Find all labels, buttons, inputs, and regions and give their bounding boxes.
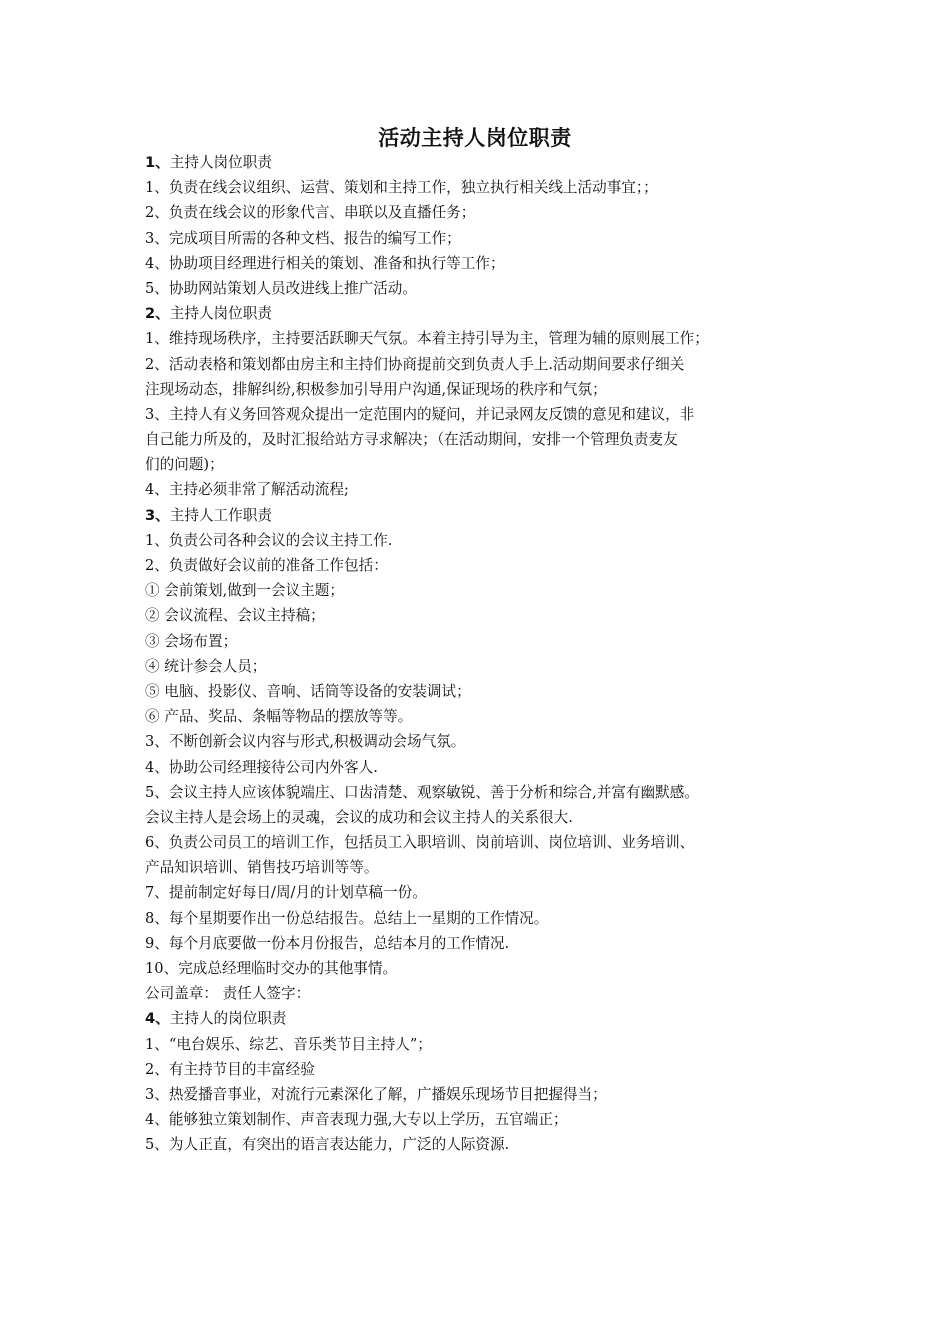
body-line: 4、能够独立策划制作、声音表现力强,大专以上学历，五官端正； bbox=[145, 1111, 568, 1129]
body-line: 5、会议主持人应该体貌端庄、口齿清楚、观察敏锐、善于分析和综合,并富有幽默感。 bbox=[145, 783, 699, 801]
body-line: 8、每个星期要作出一份总结报告。总结上一星期的工作情况。 bbox=[145, 909, 549, 927]
body-line: 2、负责做好会议前的准备工作包括： bbox=[145, 557, 388, 574]
body-line: ② 会议流程、会议主持稿； bbox=[145, 607, 325, 625]
body-line: ③ 会场布置； bbox=[145, 632, 238, 650]
section-number: 4、 bbox=[145, 1010, 170, 1028]
body-line: 1、维持现场秩序，主持要活跃聊天气氛。本着主持引导为主，管理为辅的原则展工作； bbox=[145, 330, 709, 348]
body-line: ④ 统计参会人员； bbox=[145, 657, 267, 675]
body-line: ⑥ 产品、奖品、条幅等物品的摆放等等。 bbox=[145, 708, 413, 726]
body-line: 4、协助公司经理接待公司内外客人. bbox=[145, 758, 378, 776]
body-line: 6、负责公司员工的培训工作，包括员工入职培训、岗前培训、岗位培训、业务培训、 bbox=[145, 834, 695, 852]
body-line: 3、主持人有义务回答观众提出一定范围内的疑问，并记录网友反馈的意见和建议，非 bbox=[145, 405, 695, 423]
body-line: 们的问题)； bbox=[145, 456, 224, 474]
body-line: 7、提前制定好每日/周/月的计划草稿一份。 bbox=[145, 884, 427, 902]
body-line: 1、“电台娱乐、综艺、音乐类节目主持人”； bbox=[145, 1035, 432, 1053]
section-number: 2、 bbox=[145, 305, 170, 323]
section-heading-text: 主持人岗位职责 bbox=[169, 154, 272, 171]
section-heading-text: 主持人的岗位职责 bbox=[169, 1010, 287, 1028]
body-line: 1、负责在线会议组织、运营、策划和主持工作，独立执行相关线上活动事宜；； bbox=[145, 179, 658, 197]
section-heading bbox=[145, 301, 825, 326]
body-line: 1、负责公司各种会议的会议主持工作. bbox=[145, 531, 393, 549]
section-heading-text: 主持人工作职责 bbox=[169, 506, 272, 524]
body-line: 3、热爱播音事业，对流行元素深化了解，广播娱乐现场节目把握得当； bbox=[145, 1085, 607, 1103]
body-line: 注现场动态，排解纠纷,积极参加引导用户沟通,保证现场的秩序和气氛； bbox=[145, 380, 607, 398]
body-line: 公司盖章： 责任人签字： bbox=[145, 985, 311, 1003]
body-line: ① 会前策划,做到一会议主题； bbox=[145, 582, 344, 600]
section-heading bbox=[145, 150, 825, 175]
section-heading bbox=[145, 1006, 825, 1031]
body-line: 4、主持必须非常了解活动流程; bbox=[145, 481, 349, 499]
document-body bbox=[145, 150, 825, 1158]
body-line: 产品知识培训、销售技巧培训等等。 bbox=[145, 859, 379, 877]
body-line: 2、有主持节目的丰富经验 bbox=[145, 1060, 315, 1078]
body-line: 10、完成总经理临时交办的其他事情。 bbox=[145, 960, 398, 977]
body-line: 4、协助项目经理进行相关的策划、准备和执行等工作； bbox=[145, 254, 505, 272]
body-line: ⑤ 电脑、投影仪、音响、话筒等设备的安装调试； bbox=[145, 682, 471, 700]
body-line: 9、每个月底要做一份本月份报告，总结本月的工作情况. bbox=[145, 934, 510, 952]
body-line: 3、完成项目所需的各种文档、报告的编写工作； bbox=[145, 229, 461, 247]
body-line: 2、负责在线会议的形象代言、串联以及直播任务； bbox=[145, 204, 476, 222]
document-title: 活动主持人岗位职责 bbox=[378, 126, 572, 150]
body-line: 自己能力所及的，及时汇报给站方寻求解决；（在活动期间，安排一个管理负责麦友 bbox=[145, 431, 678, 449]
body-line: 会议主持人是会场上的灵魂，会议的成功和会议主持人的关系很大. bbox=[145, 808, 573, 826]
section-number: 1、 bbox=[145, 154, 170, 171]
section-heading-text: 主持人岗位职责 bbox=[169, 305, 272, 323]
body-line: 5、为人正直，有突出的语言表达能力，广泛的人际资源. bbox=[145, 1136, 510, 1154]
body-line: 2、活动表格和策划都由房主和主持们协商提前交到负责人手上.活动期间要求仔细关 bbox=[145, 355, 685, 373]
body-line: 5、协助网站策划人员改进线上推广活动。 bbox=[145, 279, 417, 297]
section-heading bbox=[145, 503, 825, 528]
body-line: 3、不断创新会议内容与形式,积极调动会场气氛。 bbox=[145, 733, 466, 751]
section-number: 3、 bbox=[145, 506, 170, 524]
